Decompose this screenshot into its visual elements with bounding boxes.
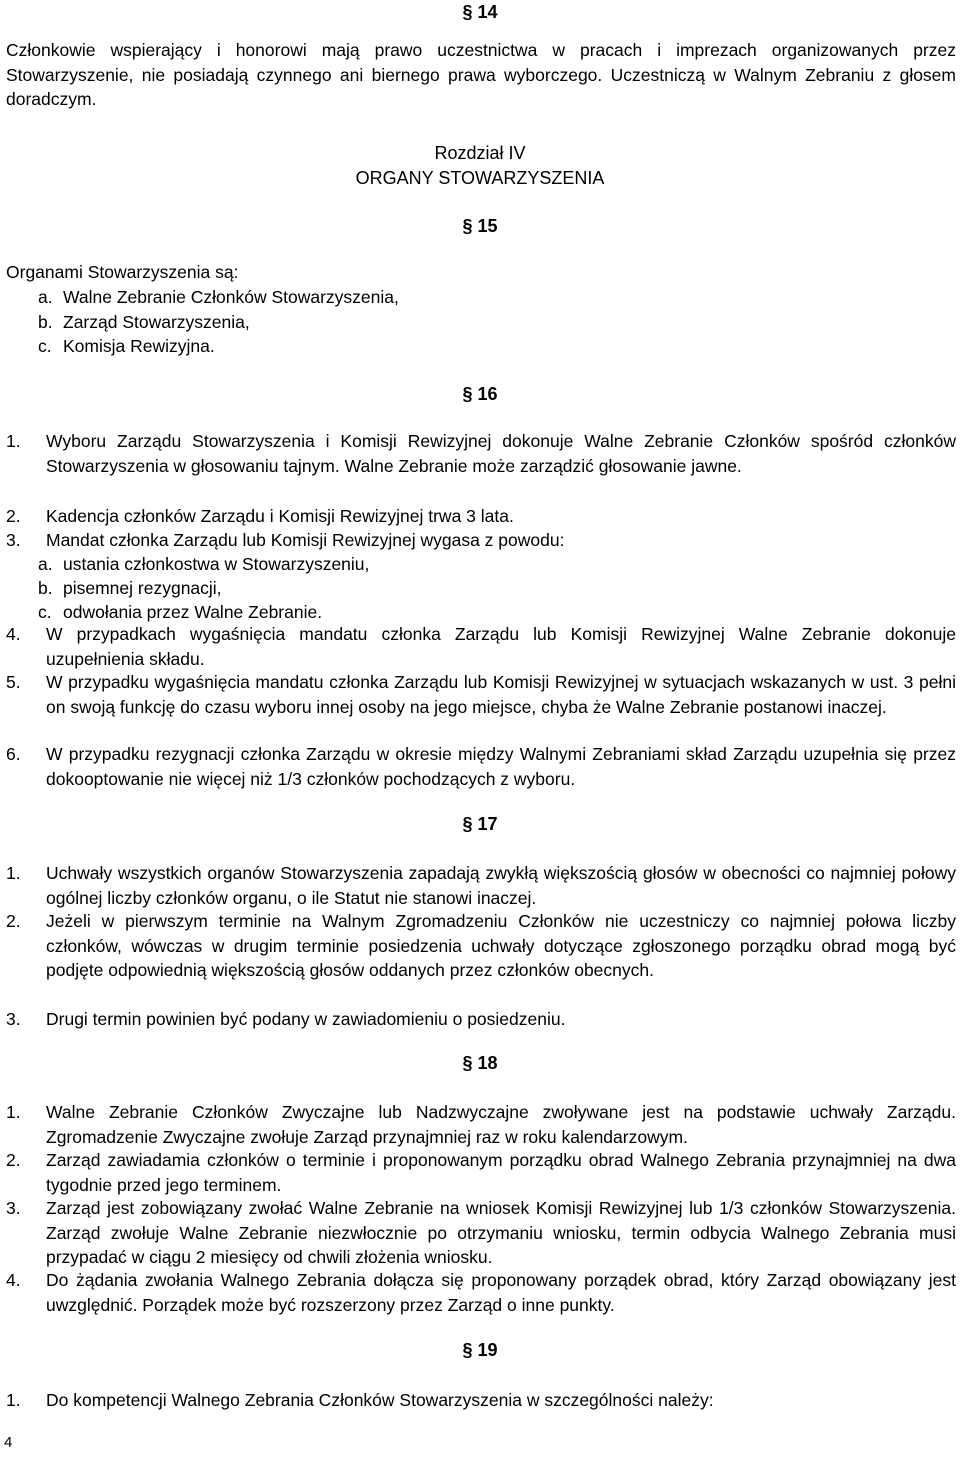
section-heading-17: § 17: [462, 814, 498, 834]
paragraph-14: Członkowie wspierający i honorowi mają prawo uczestnictwa w pracach i imprezach organizowanych przez Stowarzyszenie, nie posiadają czynnego ani biernego prawa wyborczego. Uczestniczą w Walnym Zebraniu z głosem doradczym.: [6, 40, 956, 109]
section-heading-19: § 19: [462, 1340, 498, 1360]
sub-list-item: a. ustania członkostwa w Stowarzyszeniu,: [38, 554, 370, 574]
list-item: c. Komisja Rewizyjna.: [38, 336, 215, 356]
section-heading-18: § 18: [462, 1053, 498, 1073]
list-item: 4. W przypadkach wygaśnięcia mandatu członka Zarządu lub Komisji Rewizyjnej Walne Zebranie dokonuje uzupełnienia składu.: [6, 624, 956, 669]
list-item: 6. W przypadku rezygnacji członka Zarządu w okresie między Walnymi Zebraniami skład Zarządu uzupełnia się przez dokooptowanie nie więcej niż 1/3 członków pochodzących z wyboru.: [6, 744, 956, 789]
list-item: 2. Jeżeli w pierwszym terminie na Walnym Zgromadzeniu Członków nie uczestniczy co najmniej połowa liczby członków, wówczas w drugim terminie posiedzenia uchwały dotyczące zgłoszonego porządku obrad mogą być podjęte odpowiednią większością głosów oddanych przez członków obecnych.: [6, 911, 956, 980]
list-item: 5. W przypadku wygaśnięcia mandatu członka Zarządu lub Komisji Rewizyjnej w sytuacjach wskazanych w ust. 3 pełni on swoją funkcję do czasu wyboru innej osoby na jego miejsce, chyba że Walne Zebranie postanowi inaczej.: [6, 672, 956, 717]
list-item: b. Zarząd Stowarzyszenia,: [38, 312, 250, 332]
list-item: a. Walne Zebranie Członków Stowarzyszenia,: [38, 287, 399, 307]
list-item: 2. Kadencja członków Zarządu i Komisji Rewizyjnej trwa 3 lata.: [6, 506, 514, 526]
sub-list-item: c. odwołania przez Walne Zebranie.: [38, 602, 323, 622]
list-item: 1. Uchwały wszystkich organów Stowarzyszenia zapadają zwykłą większością głosów w obecności co najmniej połowy ogólnej liczby członków organu, o ile Statut nie stanowi inaczej.: [6, 863, 956, 908]
sub-list-item: b. pisemnej rezygnacji,: [38, 578, 222, 598]
section-sign-icon: §: [462, 814, 473, 834]
list-item: 4. Do żądania zwołania Walnego Zebrania dołącza się proponowany porządek obrad, który Zarząd obowiązany jest uwzględnić. Porządek może być rozszerzony przez Zarząd o inne punkty.: [6, 1270, 956, 1315]
section-sign-icon: §: [462, 2, 473, 22]
organs-intro: Organami Stowarzyszenia są:: [6, 262, 239, 282]
section-sign-icon: §: [462, 216, 473, 236]
list-item: 3. Zarząd jest zobowiązany zwołać Walne Zebranie na wniosek Komisji Rewizyjnej lub 1/3 członków Stowarzyszenia. Zarząd zwołuje Walne Zebranie niezwłocznie po otrzymaniu wniosku, termin odbycia Walnego Zebrania musi przypadać w ciągu 2 miesięcy od chwili złożenia wniosku.: [6, 1198, 956, 1267]
section-sign-icon: §: [462, 1053, 473, 1073]
section-sign-icon: §: [462, 1340, 473, 1360]
section-heading-14: § 14: [462, 2, 498, 22]
list-item: 2. Zarząd zawiadamia członków o terminie i proponowanym porządku obrad Walnego Zebrania przynajmniej na dwa tygodnie przed jego terminem.: [6, 1150, 956, 1195]
list-item: 3. Mandat członka Zarządu lub Komisji Rewizyjnej wygasa z powodu:: [6, 530, 565, 550]
list-item: 1. Do kompetencji Walnego Zebrania Członków Stowarzyszenia w szczególności należy:: [6, 1390, 714, 1410]
section-sign-icon: §: [462, 384, 473, 404]
list-item: 1. Walne Zebranie Członków Zwyczajne lub Nadzwyczajne zwoływane jest na podstawie uchwały Zarządu. Zgromadzenie Zwyczajne zwołuje Zarząd przynajmniej raz w roku kalendarzowym.: [6, 1102, 956, 1147]
list-item: 1. Wyboru Zarządu Stowarzyszenia i Komisji Rewizyjnej dokonuje Walne Zebranie Członków spośród członków Stowarzyszenia w głosowaniu tajnym. Walne Zebranie może zarządzić głosowanie jawne.: [6, 431, 956, 476]
chapter-title: Rozdział IV: [434, 143, 526, 163]
page-number: 4: [4, 1434, 13, 1451]
list-item: 3. Drugi termin powinien być podany w zawiadomieniu o posiedzeniu.: [6, 1009, 566, 1029]
section-heading-15: § 15: [462, 216, 498, 236]
section-heading-16: § 16: [462, 384, 498, 404]
chapter-subtitle: ORGANY STOWARZYSZENIA: [355, 168, 605, 188]
